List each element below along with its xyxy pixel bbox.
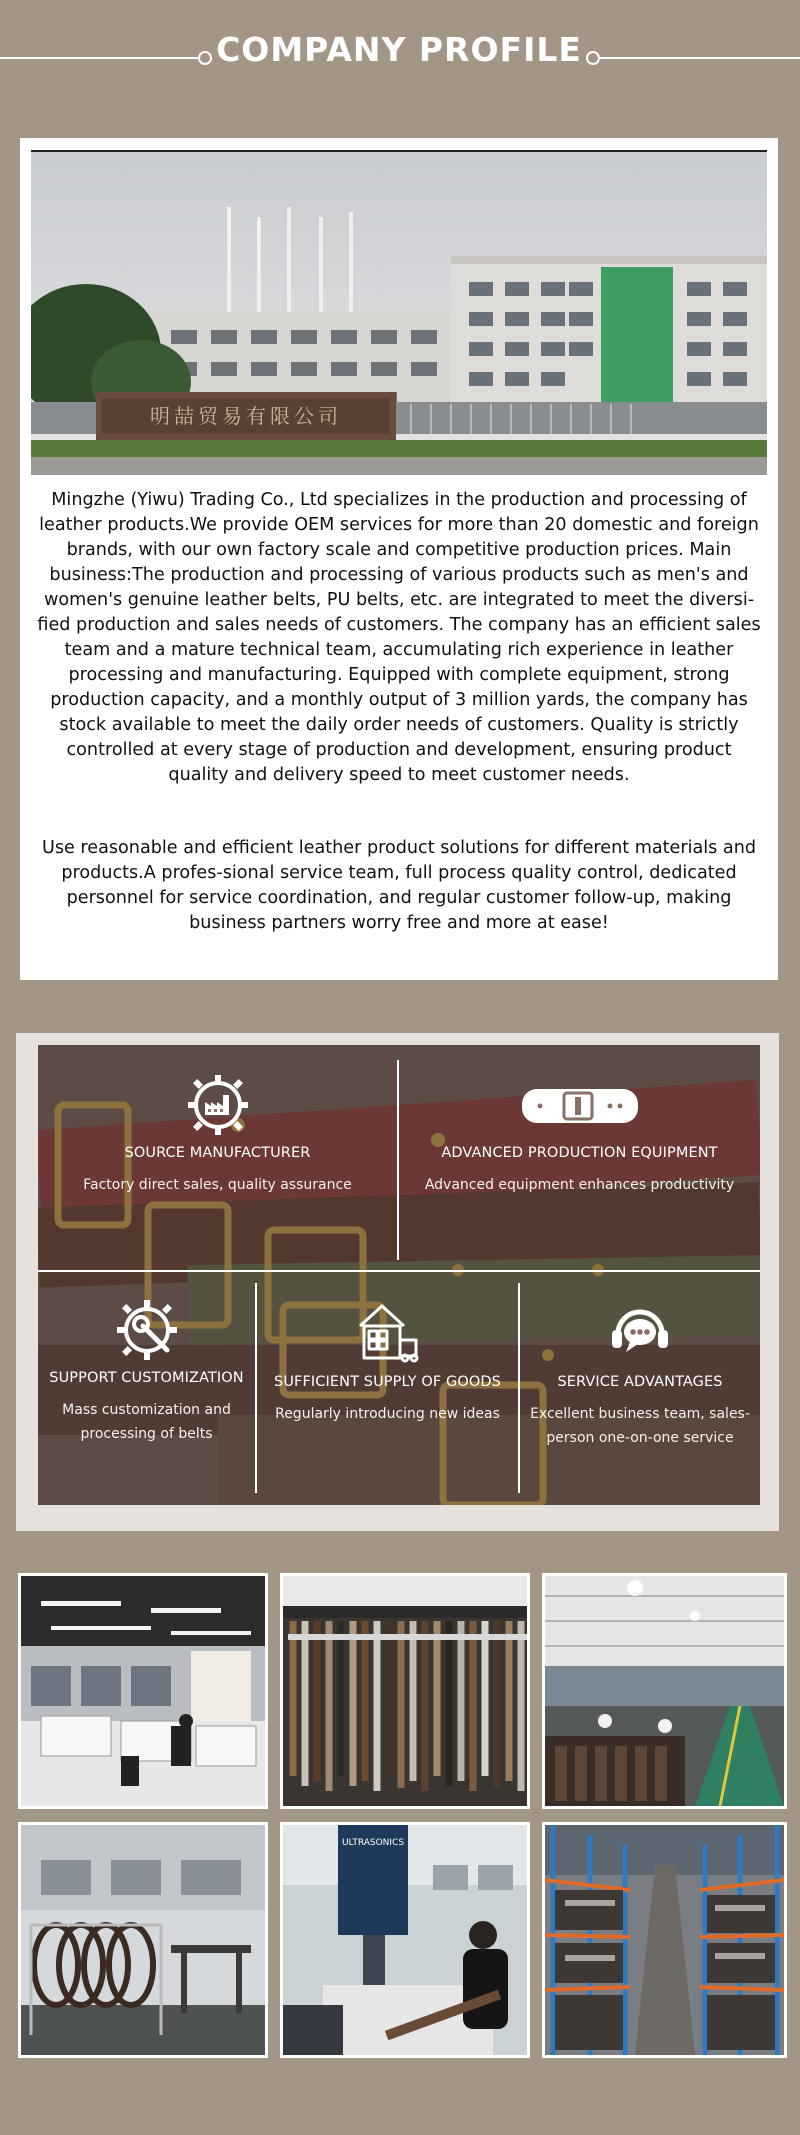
ultrasonic-machine-photo [280, 1822, 530, 2058]
header-rule-right [600, 57, 800, 59]
advantage-description: Regularly introducing new ideas [275, 1406, 500, 1422]
advantage-description: Mass customization and processing of belts [62, 1402, 231, 1442]
advantage-title: SOURCE MANUFACTURER [124, 1145, 311, 1161]
office-photo [18, 1573, 268, 1809]
belt-icon [520, 1075, 640, 1135]
advantage-service [520, 1300, 760, 1450]
advantage-title: SUFFICIENT SUPPLY OF GOODS [274, 1374, 501, 1390]
factory-building-photo [31, 150, 767, 475]
advantage-production-equipment [399, 1075, 760, 1197]
warehouse-truck-icon [356, 1300, 420, 1364]
header-rule-left [0, 57, 198, 59]
page-title: COMPANY PROFILE [216, 30, 582, 69]
ultrasonics-label: ULTRASONICS [341, 1838, 405, 1848]
company-description-paragraph: Mingzhe (Yiwu) Trading Co., Ltd specializes in the production and processing of leather products.We provide OEM services for more than 20 domestic and foreign brands, with our own factory scale and competitive production prices. Main business:The production and processing of various products such as men's and women's genuine leather belts, PU belts, etc. are integrated to meet the diversi-fied production and sales needs of customers. The company has an efficient sales team and a mature technical team, accumulating rich experience in leather processing and manufacturing. Equipped with complete equipment, strong production capacity, and a monthly output of 3 million yards, the company has stock available to meet the daily order needs of customers. Quality is strictly controlled at every stage of production and development, ensuring product quality and delivery speed to meet customer needs. [37, 490, 761, 785]
advantage-description: Factory direct sales, quality assurance [83, 1177, 352, 1193]
advantages-grid [38, 1045, 760, 1505]
section-header [0, 0, 800, 115]
service-description-paragraph: Use reasonable and efficient leather product solutions for different materials and products.A profes-sional service team, full process quality control, dedicated personnel for service coordination, and regular customer follow-up, making business partners worry free and more at ease! [41, 838, 757, 933]
advantage-source-manufacturer [38, 1075, 397, 1197]
production-floor-photo [542, 1573, 787, 1809]
advantage-description: Excellent business team, sales-person one-on-one service [530, 1406, 750, 1446]
advantages-panel [16, 1033, 779, 1531]
warehouse-shelves-photo [542, 1822, 787, 2058]
header-dot-right [586, 51, 600, 65]
headset-chat-icon [608, 1300, 672, 1364]
belt-display-photo [280, 1573, 530, 1809]
divider-horizontal [38, 1270, 760, 1272]
advantage-support-customization [38, 1300, 255, 1446]
advantage-supply-of-goods [257, 1300, 518, 1426]
factory-sign-text: 明喆贸易有限公司 [150, 404, 342, 428]
advantage-title: SERVICE ADVANTAGES [557, 1374, 723, 1390]
belt-rack-workshop-photo [18, 1822, 268, 2058]
company-profile-card [20, 138, 778, 980]
wrench-gear-icon [117, 1300, 177, 1360]
advantage-description: Advanced equipment enhances productivity [424, 1177, 735, 1193]
advantage-title: SUPPORT CUSTOMIZATION [49, 1370, 244, 1386]
header-dot-left [198, 51, 212, 65]
factory-gear-icon [188, 1075, 248, 1135]
advantage-title: ADVANCED PRODUCTION EQUIPMENT [441, 1145, 718, 1161]
